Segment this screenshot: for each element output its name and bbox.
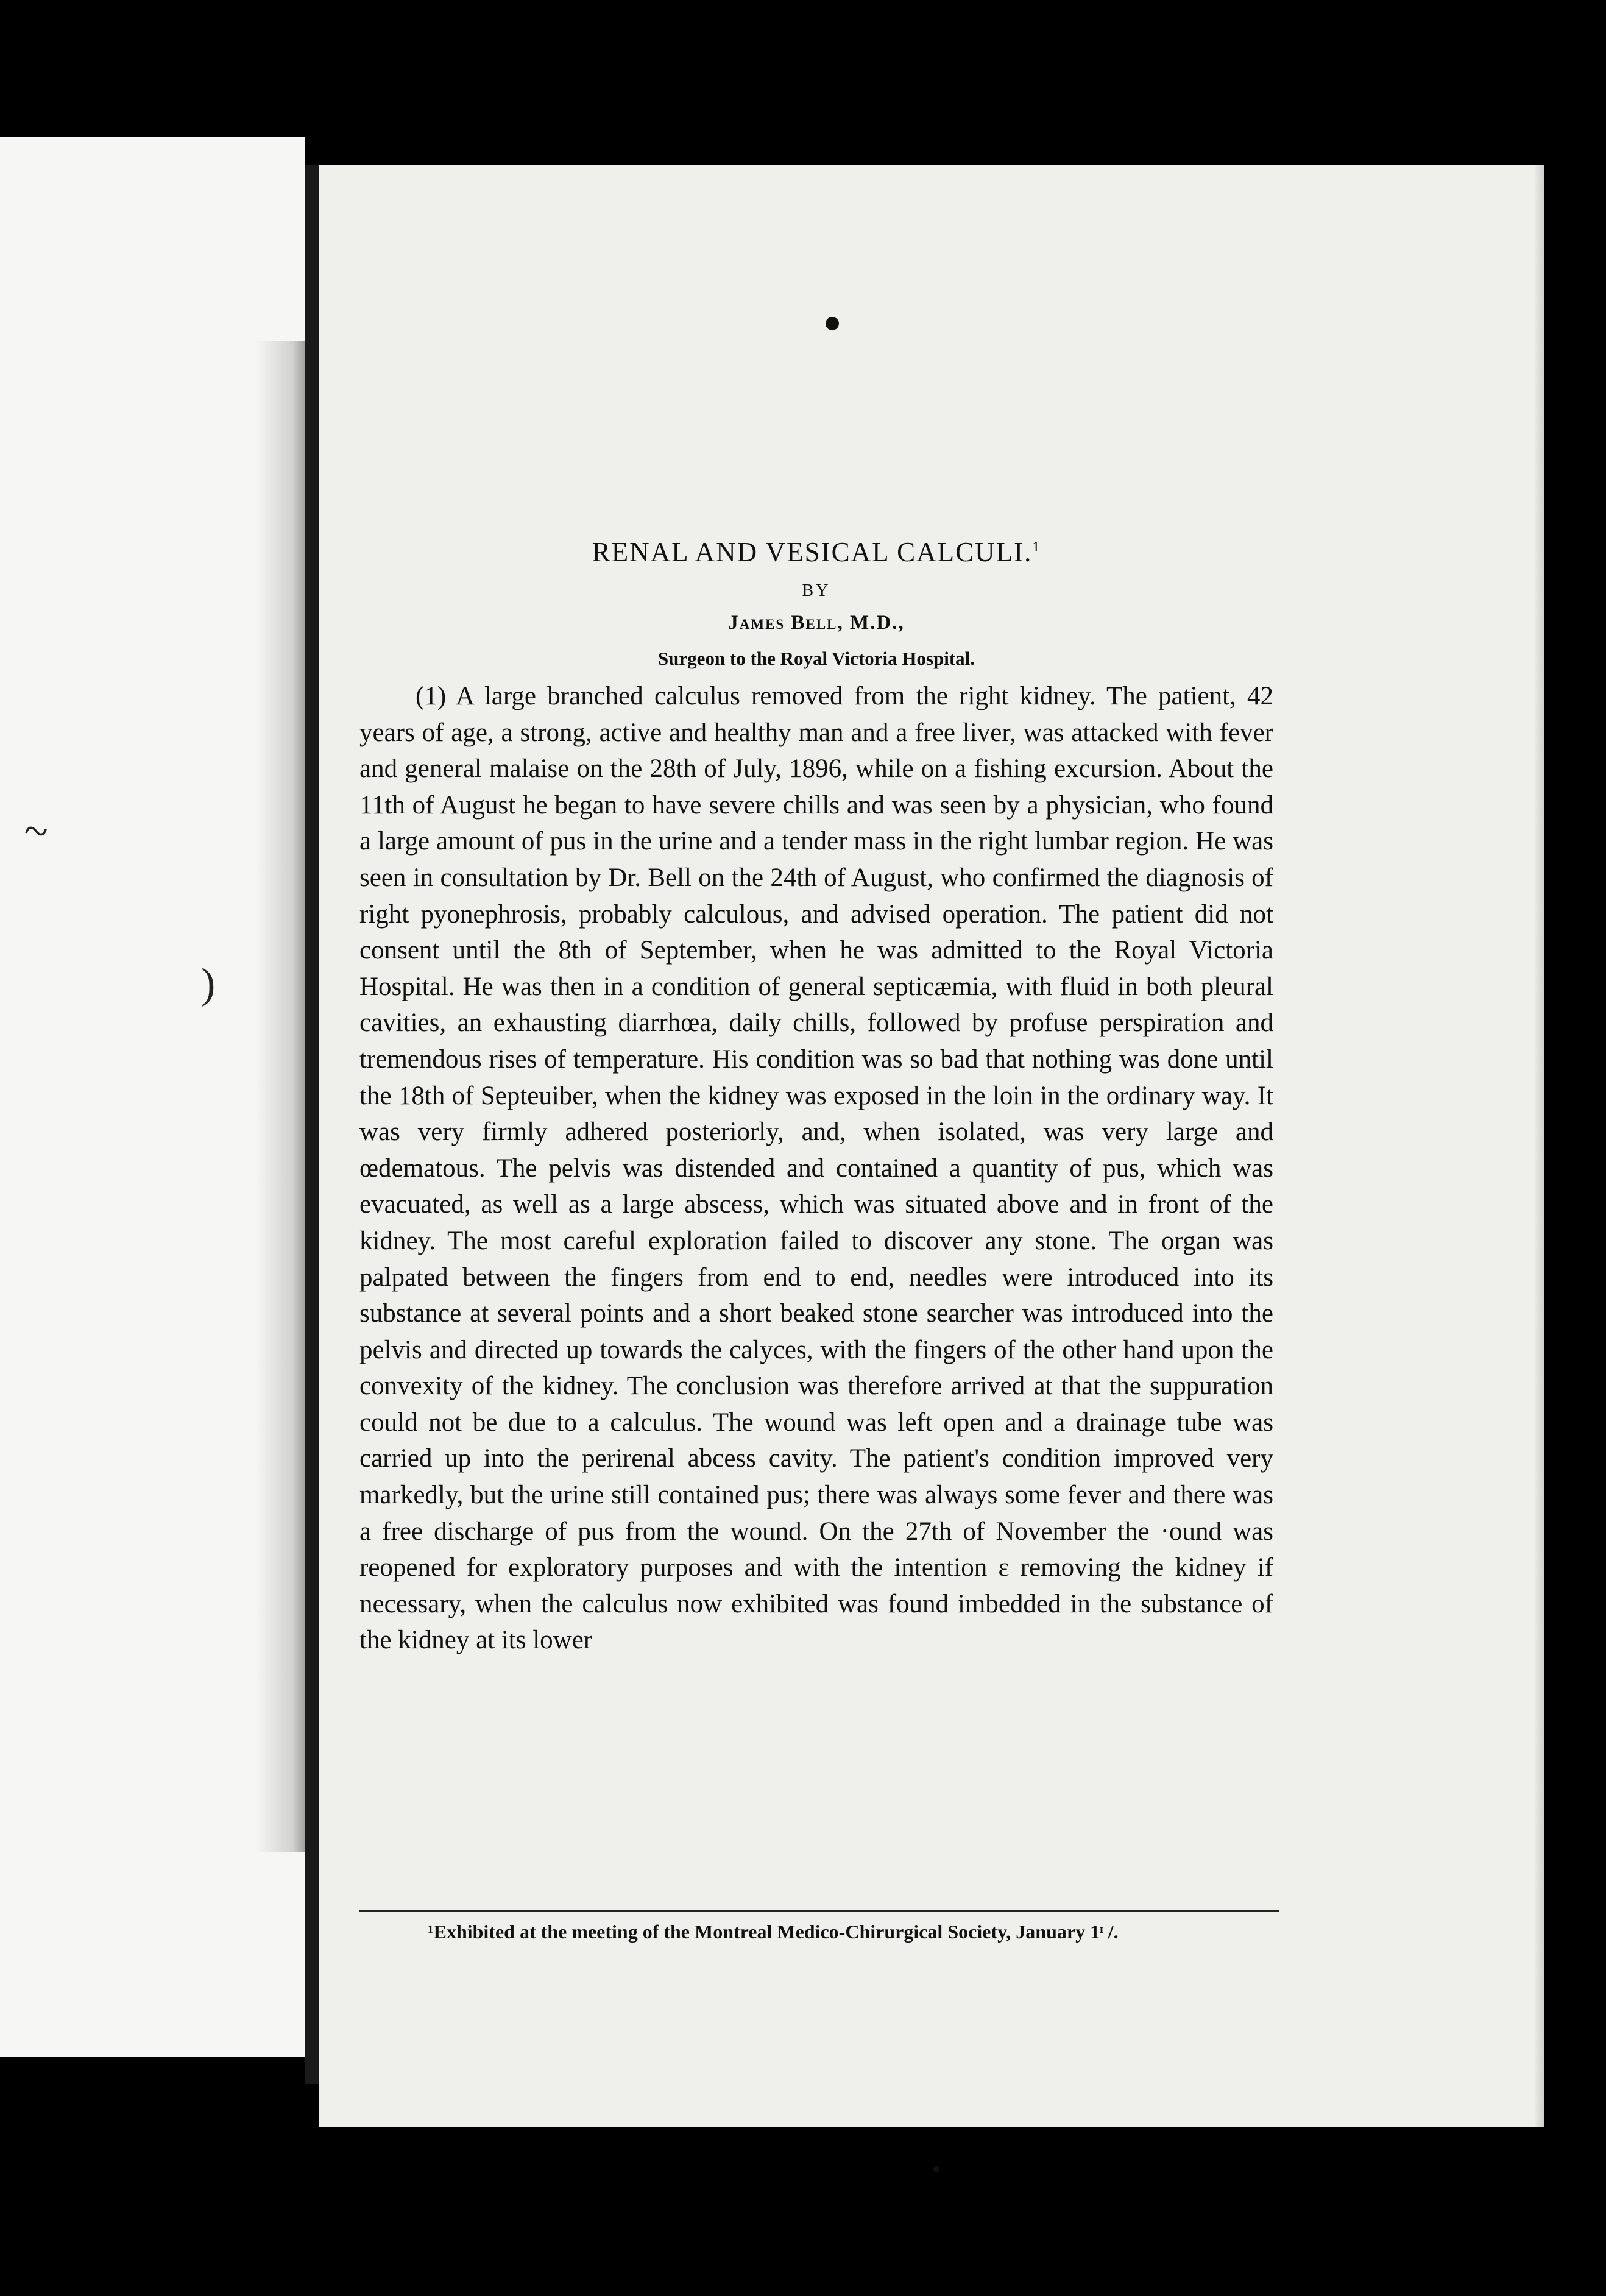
book-gutter (305, 165, 320, 2084)
ink-speck (933, 2166, 939, 2172)
margin-mark: ) (201, 960, 216, 1007)
author-affiliation: Surgeon to the Royal Victoria Hospital. (657, 648, 975, 669)
article (359, 536, 1273, 1659)
footnote: ¹Exhibited at the meeting of the Montreal Medico-Chirurgical Society, January 1ᶦ /. (428, 1921, 1119, 1943)
byline: BY (802, 581, 831, 600)
margin-mark: ~ (20, 806, 52, 857)
body-paragraph: (1) A large branched calculus removed from the right kidney. The patient, 42 years of age, a strong, active and healthy man and a free liver, was attacked with fever and general malaise on the 28th of July, 1896, while on a fishing excursion. About the 11th of August he began to have severe chills and was seen by a physician, who found a large amount of pus in the urine and a tender mass in the right lumbar region. He was seen in consultation by Dr. Bell on the 24th of August, who confirmed the diagnosis of right pyonephrosis, probably calculous, and advised operation. The patient did not consent until the 8th of September, when he was admitted to the Royal Victoria Hospital. He was then in a condition of general septicæmia, with fluid in both pleural cavities, an exhausting diarrhœa, daily chills, followed by profuse perspiration and tremendous rises of temperature. His condition was so bad that nothing was done until the 18th of Septeuiber, when the kidney was exposed in the loin in the ordinary way. It was very firmly adhered posteriorly, and, when isolated, was very large and œdematous. The pelvis was distended and contained a quantity of pus, which was evacuated, as well as a large abscess, which was situated above and in front of the kidney. The most careful exploration failed to discover any stone. The organ was palpated between the fingers from end to end, needles were introduced into its substance at several points and a short beaked stone searcher was introduced into the pelvis and directed up towards the calyces, with the fingers of the other hand upon the convexity of the kidney. The conclusion was therefore arrived at that the suppuration could not be due to a calculus. The wound was left open and a drainage tube was carried up into the perirenal abcess cavity. The patient's condition improved very markedly, but the urine still contained pus; there was always some fever and there was a free discharge of pus from the wound. On the 27th of November the ·ound was reopened for exploratory purposes and with the intention ɛ removing the kidney if necessary, when the calculus now exhibited was found imbedded in the substance of the kidney at its lower (359, 682, 1273, 1655)
page-edge (1535, 165, 1544, 2127)
ink-speck (826, 317, 839, 330)
footnote-marker: 1 (1032, 539, 1041, 555)
author-name: James Bell, M.D., (728, 612, 905, 634)
article-title: RENAL AND VESICAL CALCULI.$^1$ (592, 537, 1041, 567)
footnote-rule (359, 1910, 1279, 1912)
